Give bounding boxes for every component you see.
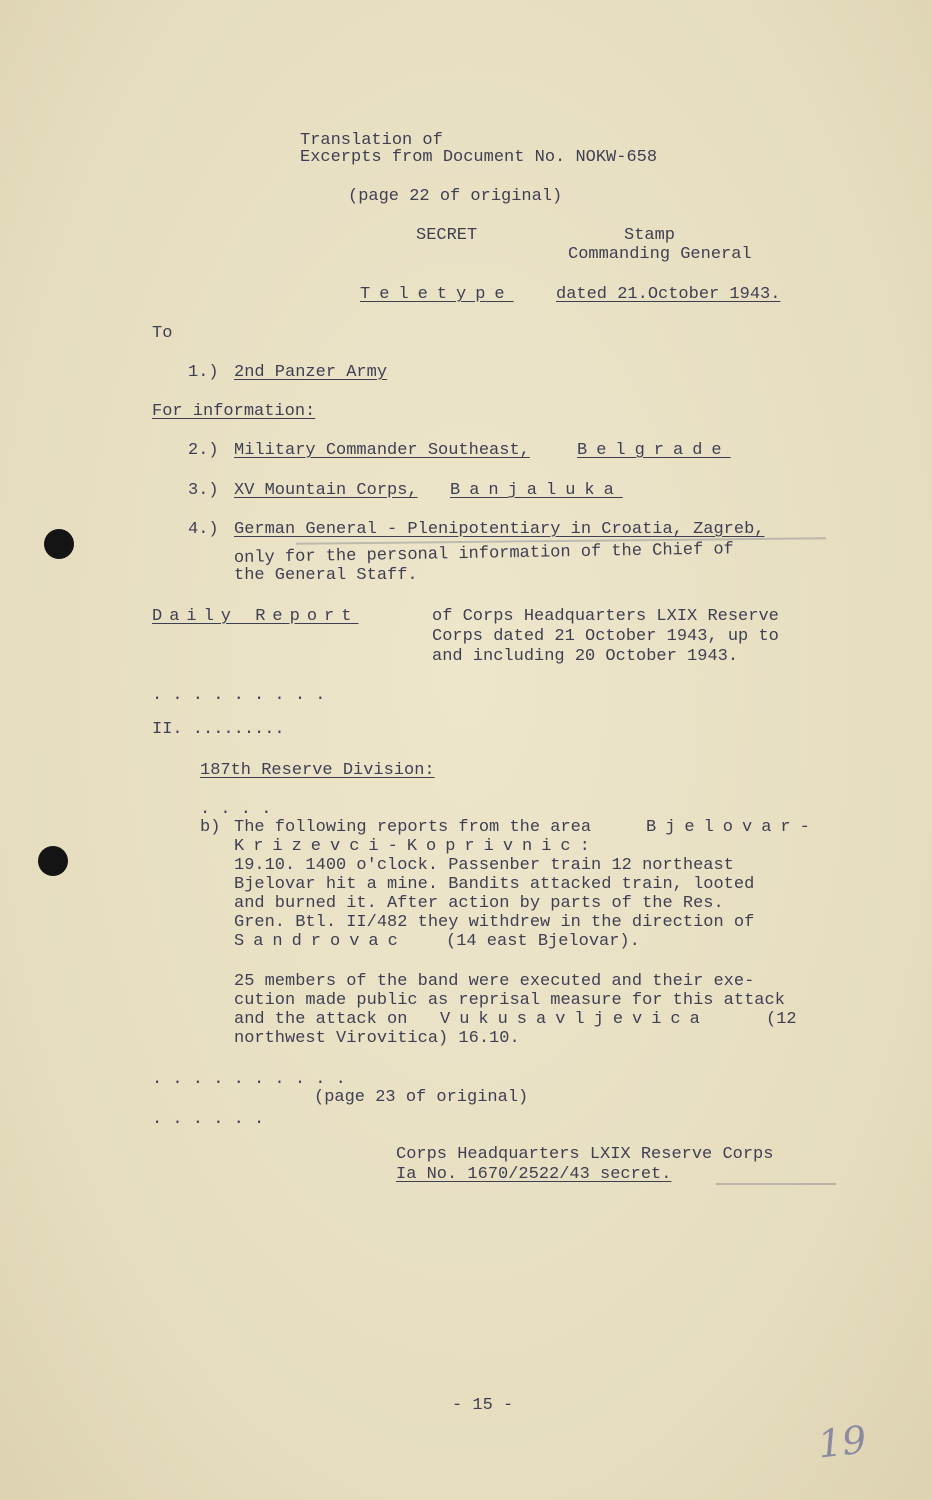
section-ii: II. ......... bbox=[152, 720, 285, 739]
item-b-line-3: 19.10. 1400 o'clock. Passenber train 12 northeast bbox=[234, 856, 734, 875]
addressee-4-line-1: German General - Plenipotentiary in Croatia, Zagreb, bbox=[234, 520, 765, 539]
punch-hole-bottom bbox=[38, 846, 68, 876]
item-b-line-4: Bjelovar hit a mine. Bandits attacked train, looted bbox=[234, 875, 755, 894]
signature-line-2: Ia No. 1670/2522/43 secret. bbox=[396, 1165, 672, 1184]
translation-label: Translation of bbox=[300, 131, 443, 150]
item-b-line-6: Gren. Btl. II/482 they withdrew in the direction of bbox=[234, 913, 755, 932]
ellipsis-row-4: . . . . . . bbox=[152, 1110, 265, 1129]
item-b-label: b) bbox=[200, 818, 221, 837]
addressee-3-number: 3.) bbox=[188, 481, 219, 500]
addressee-3-city: Banjaluka bbox=[450, 481, 623, 500]
addressee-1-number: 1.) bbox=[188, 363, 219, 382]
to-label: To bbox=[152, 324, 173, 343]
ellipsis-row-1: . . . . . . . . . bbox=[152, 686, 326, 705]
signature-line-1: Corps Headquarters LXIX Reserve Corps bbox=[396, 1145, 774, 1164]
reprisal-line-1: 25 members of the band were executed and their exe- bbox=[234, 972, 755, 991]
ellipsis-row-3: . . . . . . . . . . bbox=[152, 1070, 346, 1089]
addressee-2-city: Belgrade bbox=[577, 441, 731, 460]
addressee-2-name: Military Commander Southeast, bbox=[234, 441, 530, 460]
stamp-subtitle: Commanding General bbox=[568, 245, 752, 264]
addressee-4-number: 4.) bbox=[188, 520, 219, 539]
item-b-line-7: (14 east Bjelovar). bbox=[446, 932, 640, 951]
page-reference-2: (page 23 of original) bbox=[314, 1088, 529, 1107]
item-b-line-1: The following reports from the area bbox=[234, 818, 592, 837]
document-reference: Excerpts from Document No. NOKW-658 bbox=[300, 148, 658, 167]
handwritten-page-number: 19 bbox=[815, 1417, 869, 1467]
report-line-3: and including 20 October 1943. bbox=[432, 647, 739, 666]
page-number: - 15 - bbox=[452, 1396, 514, 1415]
reprisal-line-4: northwest Virovitica) 16.10. bbox=[234, 1029, 520, 1048]
daily-report-title: Daily Report bbox=[152, 607, 359, 626]
place-vukusavljevica: Vukusavljevica bbox=[440, 1010, 709, 1029]
classification-label: SECRET bbox=[416, 226, 478, 245]
addressee-4-line-2: only for the personal information of the Chief of bbox=[233, 540, 734, 568]
report-line-2: Corps dated 21 October 1943, up to bbox=[432, 627, 779, 646]
reprisal-line-2: cution made public as reprisal measure for this attack bbox=[234, 991, 785, 1010]
for-information-label: For information: bbox=[152, 402, 316, 421]
item-b-line-5: and burned it. After action by parts of the Res. bbox=[234, 894, 724, 913]
teletype-word: Teletype bbox=[360, 285, 514, 304]
addressee-3-name: XV Mountain Corps, bbox=[234, 481, 418, 500]
addressee-4-line-3: the General Staff. bbox=[234, 566, 418, 585]
addressee-1: 2nd Panzer Army bbox=[234, 363, 388, 382]
report-line-1: of Corps Headquarters LXIX Reserve bbox=[432, 607, 779, 626]
place-krizevci-koprivnic: Krizevci-Koprivnic: bbox=[234, 837, 599, 856]
reprisal-line-3-end: (12 bbox=[766, 1010, 797, 1029]
addressee-2-number: 2.) bbox=[188, 441, 219, 460]
punch-hole-top bbox=[44, 529, 74, 559]
page-reference: (page 22 of original) bbox=[348, 187, 563, 206]
teletype-date: dated 21.October 1943. bbox=[556, 285, 781, 304]
ellipsis-row-2: . . . . bbox=[200, 800, 272, 819]
division-heading: 187th Reserve Division: bbox=[200, 761, 435, 780]
signature-rule bbox=[716, 1183, 836, 1185]
place-sandrovac: Sandrovac bbox=[234, 932, 407, 951]
reprisal-line-3: and the attack on bbox=[234, 1010, 408, 1029]
stamp-label: Stamp bbox=[624, 226, 676, 245]
place-bjelovar: Bjelovar- bbox=[646, 818, 819, 837]
